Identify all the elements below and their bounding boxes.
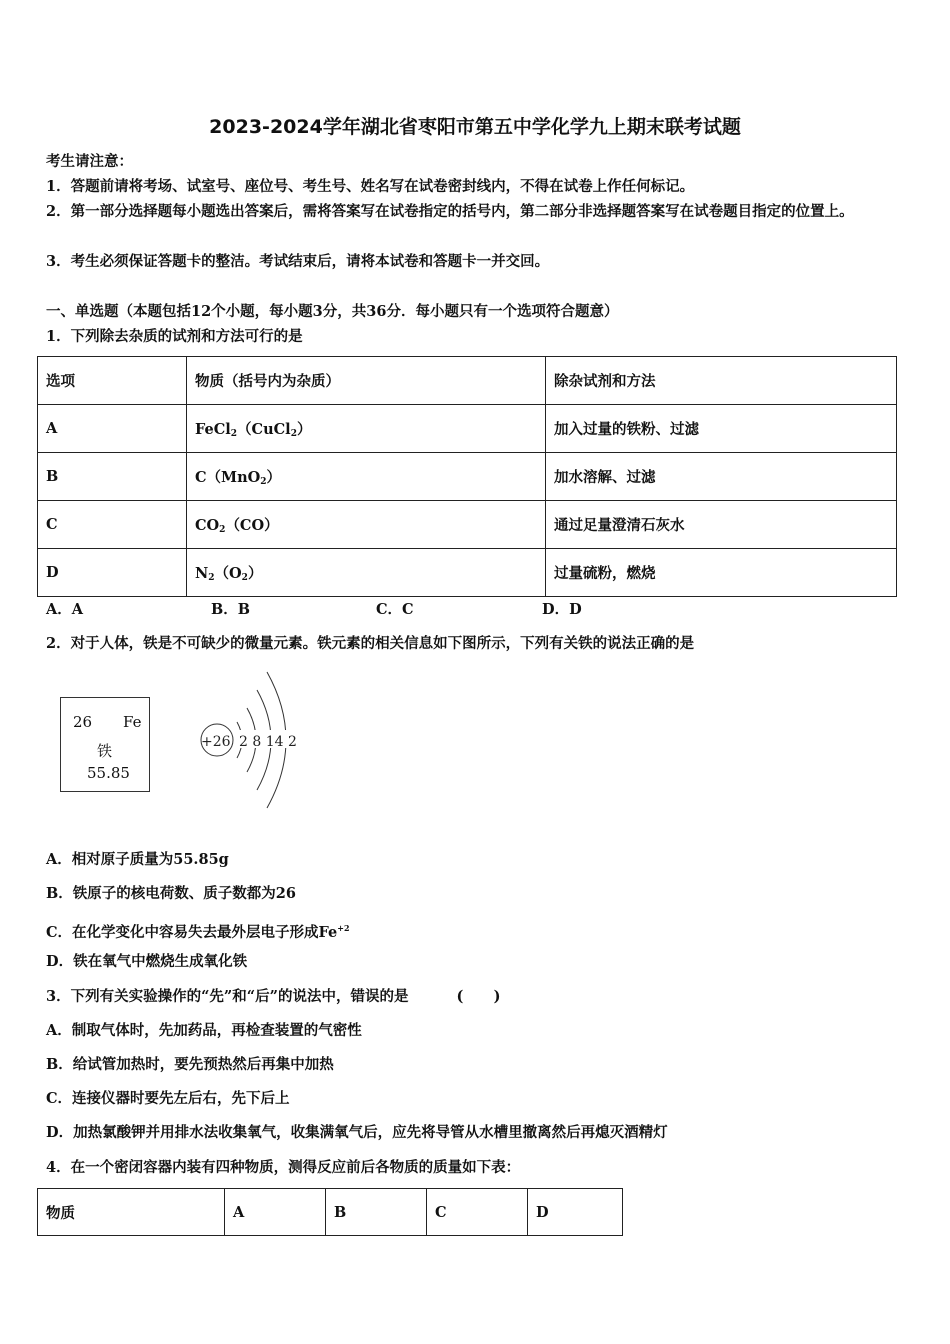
formula-text: CO	[195, 517, 220, 534]
q1-option-c[interactable]: C．C	[376, 601, 414, 618]
q1-header-option: 选项	[38, 357, 187, 405]
q1-row-method: 过量硫粉，燃烧	[546, 549, 897, 597]
q2-option-b[interactable]: B．铁原子的核电荷数、质子数都为26	[46, 885, 296, 902]
notice-heading: 考生请注意：	[46, 153, 133, 170]
formula-text: ）	[247, 565, 263, 582]
notice-item-3: 3．考生必须保证答题卡的整洁。考试结束后，请将本试卷和答题卡一并交回。	[46, 253, 550, 270]
q3-option-d[interactable]: D．加热氯酸钾并用排水法收集氧气，收集满氧气后，应先将导管从水槽里撤离然后再熄灭酒精灯	[46, 1124, 668, 1141]
element-name: 铁	[97, 742, 113, 760]
q3-stem	[46, 985, 500, 1009]
q1-row-substance	[187, 405, 546, 453]
q2-stem: 2．对于人体，铁是不可缺少的微量元素。铁元素的相关信息如下图所示，下列有关铁的说法正确的是	[46, 635, 695, 652]
q4-header-d: D	[528, 1189, 623, 1236]
q1-row-option: C	[38, 501, 187, 549]
section-heading: 一、单选题（本题包括12个小题，每小题3分，共36分．每小题只有一个选项符合题意）	[46, 303, 619, 320]
notice-item-2: 2．第一部分选择题每小题选出答案后，需将答案写在试卷指定的括号内，第二部分非选择题答案写在试卷题目指定的位置上。	[46, 203, 854, 220]
page-title: 2023-2024学年湖北省枣阳市第五中学化学九上期末联考试题	[209, 116, 741, 138]
q1-row-substance	[187, 549, 546, 597]
q4-header-c: C	[427, 1189, 528, 1236]
element-symbol: Fe	[123, 713, 142, 731]
q1-header-method: 除杂试剂和方法	[546, 357, 897, 405]
q3-option-c[interactable]: C．连接仪器时要先左后右，先下后上	[46, 1090, 290, 1107]
formula-text: N	[195, 565, 209, 582]
formula-text: ）	[296, 421, 312, 438]
q4-table	[37, 1188, 623, 1236]
q3-option-a[interactable]: A．制取气体时，先加药品，再检查装置的气密性	[46, 1022, 362, 1039]
atom-structure-diagram	[195, 668, 305, 818]
formula-subscript: 2	[208, 573, 215, 583]
formula-text: ）	[266, 469, 282, 486]
q2-option-d[interactable]: D．铁在氧气中燃烧生成氧化铁	[46, 953, 248, 970]
notice-item-1: 1．答题前请将考场、试室号、座位号、考生号、姓名写在试卷密封线内，不得在试卷上作任何标记。	[46, 178, 695, 195]
q1-option-d[interactable]: D．D	[542, 601, 582, 618]
q1-row-substance	[187, 501, 546, 549]
formula-text: （O	[214, 565, 242, 582]
answer-bracket: ( )	[456, 988, 501, 1005]
nucleus-charge: +26	[201, 734, 231, 750]
q1-header-substance: 物质（括号内为杂质）	[187, 357, 546, 405]
q1-table	[37, 356, 897, 597]
q1-table-header	[38, 357, 897, 405]
formula-text: （CuCl	[237, 421, 291, 438]
q3-stem-text: 3．下列有关实验操作的“先”和“后”的说法中，错误的是	[46, 988, 409, 1005]
q1-row-substance	[187, 453, 546, 501]
q2-option-a[interactable]: A．相对原子质量为55.85g	[46, 851, 229, 868]
q1-option-a[interactable]: A．A	[46, 601, 84, 618]
formula-subscript: 2	[290, 429, 297, 439]
formula-text: FeCl	[195, 421, 231, 438]
q1-row-method: 通过足量澄清石灰水	[546, 501, 897, 549]
q1-row-method: 加水溶解、过滤	[546, 453, 897, 501]
atomic-mass: 55.85	[87, 764, 130, 782]
q1-row-option: D	[38, 549, 187, 597]
q1-row-option: A	[38, 405, 187, 453]
formula-subscript: 2	[230, 429, 238, 439]
q1-stem: 1．下列除去杂质的试剂和方法可行的是	[46, 328, 303, 345]
table-row	[38, 501, 897, 549]
q2-option-c-text: C．在化学变化中容易失去最外层电子形成Fe	[46, 923, 338, 941]
q4-header-b: B	[326, 1189, 427, 1236]
table-row	[38, 549, 897, 597]
q1-row-method: 加入过量的铁粉、过滤	[546, 405, 897, 453]
q4-header-a: A	[225, 1189, 326, 1236]
formula-text: （CO）	[225, 517, 279, 534]
electron-counts: 2 8 14 2	[239, 734, 297, 750]
formula-subscript: 2	[219, 525, 226, 535]
periodic-table-cell	[60, 697, 150, 792]
q4-header-substance: 物质	[38, 1189, 225, 1236]
q1-row-option: B	[38, 453, 187, 501]
atomic-number: 26	[73, 713, 93, 731]
table-row	[38, 453, 897, 501]
q4-stem: 4．在一个密闭容器内装有四种物质，测得反应前后各物质的质量如下表：	[46, 1159, 521, 1176]
formula-text: C（MnO	[195, 469, 261, 486]
table-row	[38, 1189, 623, 1236]
table-row	[38, 405, 897, 453]
q2-option-c[interactable]	[46, 916, 350, 945]
q1-option-b[interactable]: B．B	[211, 601, 251, 618]
q3-option-b[interactable]: B．给试管加热时，要先预热然后再集中加热	[46, 1056, 334, 1073]
formula-subscript: 2	[241, 573, 248, 583]
formula-subscript: 2	[260, 477, 267, 487]
ion-charge: +2	[337, 923, 350, 933]
